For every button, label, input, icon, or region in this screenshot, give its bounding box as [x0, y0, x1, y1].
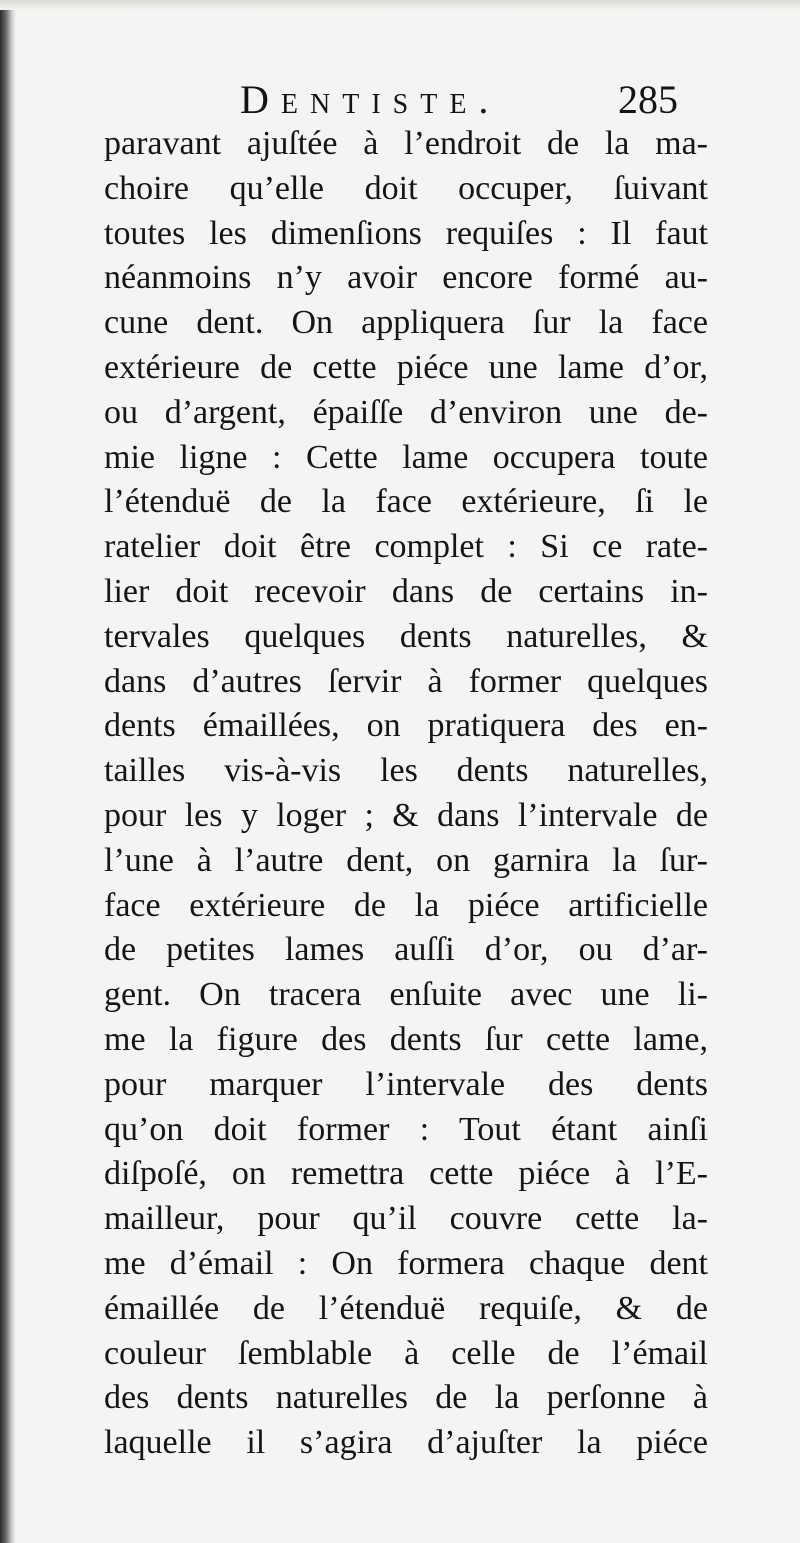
text-line: émaillée de l’étenduë requiſe, & de	[104, 1289, 708, 1327]
text-line: ou d’argent, épaiſſe d’environ une de-	[104, 393, 708, 431]
text-line: extérieure de cette piéce une lame d’or,	[104, 348, 708, 386]
text-line: paravant ajuſtée à l’endroit de la ma-	[104, 125, 708, 162]
text-line: de petites lames auſſi d’or, ou d’ar-	[104, 931, 708, 969]
text-line: dents émaillées, on pratiquera des en-	[104, 707, 708, 745]
text-line: dans d’autres ſervir à former quelques	[104, 662, 708, 700]
text-line: couleur ſemblable à celle de l’émail	[104, 1334, 708, 1372]
text-line: choire qu’elle doit occuper, ſuivant	[104, 169, 708, 207]
text-line: l’une à l’autre dent, on garnira la ſur-	[104, 841, 708, 879]
text-line: tailles vis-à-vis les dents naturelles,	[104, 752, 708, 790]
text-line: me la figure des dents ſur cette lame,	[104, 1020, 708, 1058]
text-line: tervales quelques dents naturelles, &	[104, 617, 708, 655]
text-line: face extérieure de la piéce artificielle	[104, 886, 708, 924]
text-line: cune dent. On appliquera ſur la face	[104, 304, 708, 342]
text-line: l’étenduë de la face extérieure, ſi le	[104, 483, 708, 521]
page-top-shadow	[0, 0, 800, 10]
text-line: toutes les dimenſions requiſes : Il faut	[104, 214, 708, 252]
text-line: néanmoins n’y avoir encore formé au-	[104, 259, 708, 297]
text-line: gent. On tracera enſuite avec une li-	[104, 976, 708, 1014]
text-line: mie ligne : Cette lame occupera toute	[104, 438, 708, 476]
text-line: pour marquer l’intervale des dents	[104, 1065, 708, 1103]
text-line: ratelier doit être complet : Si ce rate-	[104, 528, 708, 566]
text-line: pour les y loger ; & dans l’intervale de	[104, 796, 708, 834]
text-line: me d’émail : On formera chaque dent	[104, 1244, 708, 1282]
page-number: 285	[618, 77, 678, 122]
page-binding-edge	[0, 0, 16, 1543]
running-head-title: Dentiste.	[240, 77, 501, 122]
text-line: qu’on doit former : Tout étant ainſi	[104, 1110, 708, 1148]
body-text	[104, 122, 708, 1466]
text-line: diſpoſé, on remettra cette piéce à l’E-	[104, 1155, 708, 1193]
text-line: laquelle il s’agira d’ajuſter la piéce	[104, 1424, 708, 1462]
running-head	[0, 70, 800, 126]
text-line: lier doit recevoir dans de certains in-	[104, 572, 708, 610]
text-line: mailleur, pour qu’il couvre cette la-	[104, 1200, 708, 1238]
text-line: des dents naturelles de la perſonne à	[104, 1379, 708, 1417]
